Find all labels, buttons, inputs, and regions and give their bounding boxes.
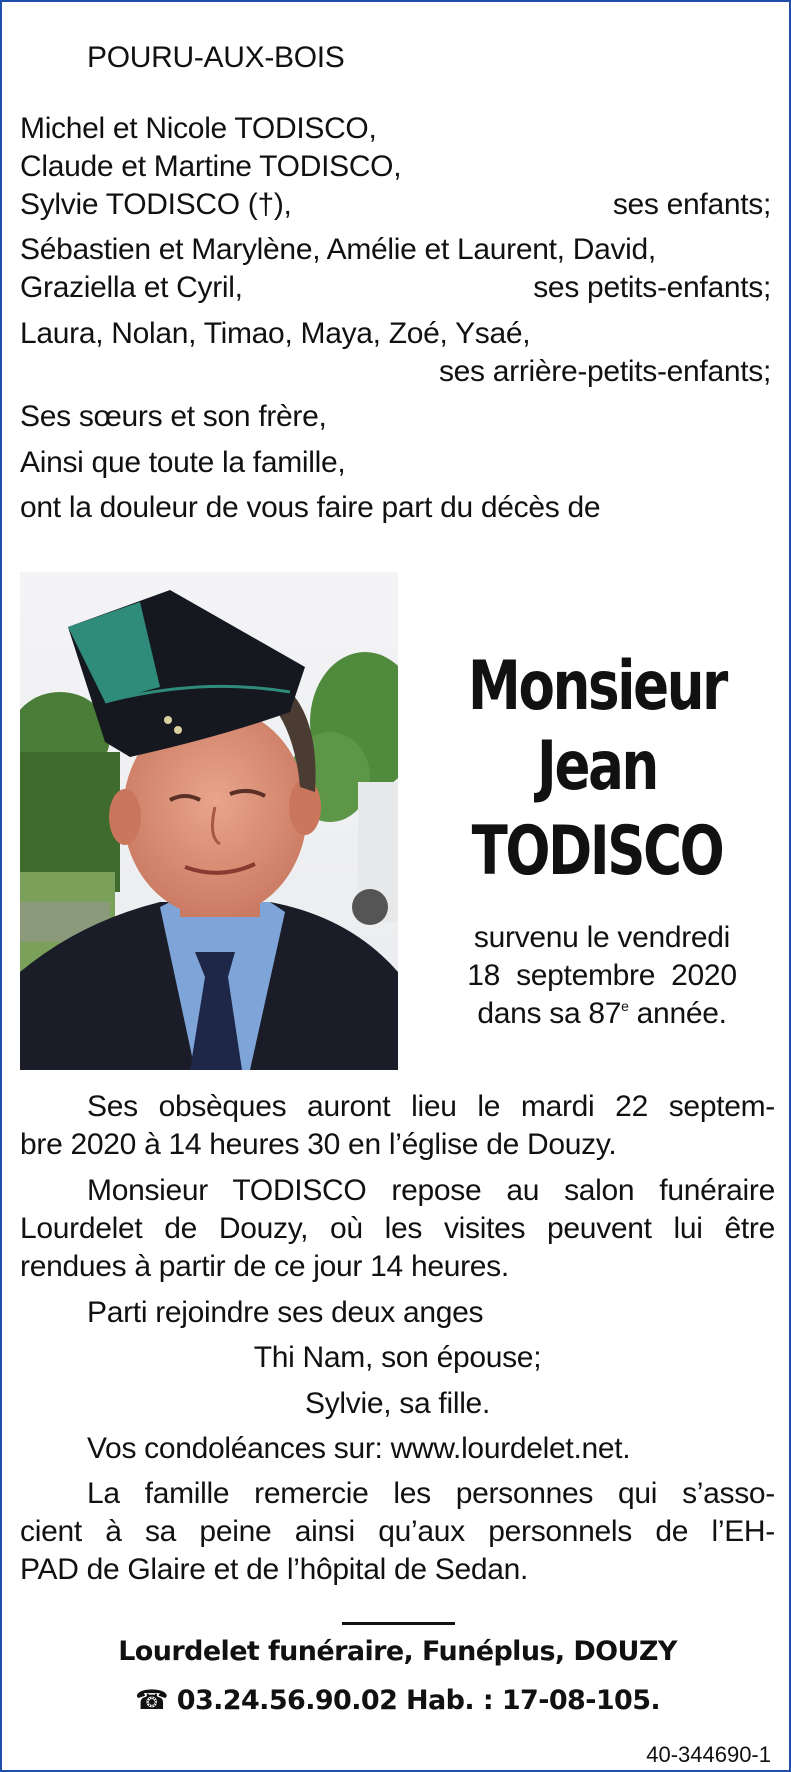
deceased-title: Monsieur (468, 647, 726, 726)
siblings-line: Ses sœurs et son frère, (20, 400, 327, 433)
greatgrandchildren-line-1: Laura, Nolan, Timao, Maya, Zoé, Ysaé, (20, 317, 531, 350)
rest-line-3: rendues à partir de ce jour 14 heures. (20, 1250, 509, 1283)
rest-line-1: Monsieur TODISCO repose au salon funéraire (87, 1174, 775, 1207)
age-superscript: e (621, 998, 629, 1014)
death-line-2: 18 septembre 2020 (467, 959, 737, 992)
rest-line-2: Lourdelet de Douzy, où les visites peuvent lui être (20, 1212, 775, 1245)
grandchildren-line-2: Graziella et Cyril, (20, 271, 243, 304)
whole-family-line: Ainsi que toute la famille, (20, 446, 346, 479)
children-line-3: Sylvie TODISCO (†), (20, 188, 292, 221)
reference-number: 40-344690-1 (646, 1742, 771, 1767)
town-heading: POURU-AUX-BOIS (87, 41, 345, 74)
thanks-line-2: cient à sa peine ainsi qu’aux personnels de l’EH- (20, 1515, 775, 1548)
children-role: ses enfants; (612, 188, 771, 221)
age-suffix: année. (628, 997, 727, 1030)
grandchildren-role: ses petits-enfants; (533, 271, 771, 304)
age-prefix: dans sa 87 (477, 997, 622, 1030)
angel-daughter: Sylvie, sa fille. (305, 1387, 490, 1420)
portrait-photo (20, 572, 398, 1070)
funeral-company: Lourdelet funéraire, Funéplus, DOUZY (118, 1636, 677, 1667)
deceased-first-name: Jean (537, 727, 657, 806)
thanks-line-1: La famille remercie les personnes qui s’asso- (87, 1477, 775, 1510)
age-line (432, 996, 772, 1032)
funeral-line-1: Ses obsèques auront lieu le mardi 22 septem- (87, 1090, 775, 1123)
grandchildren-line-1: Sébastien et Marylène, Amélie et Laurent, David, (20, 233, 656, 266)
deceased-last-name: TODISCO (471, 812, 723, 891)
children-line-1: Michel et Nicole TODISCO, (20, 112, 377, 145)
thanks-line-3: PAD de Glaire et de l’hôpital de Sedan. (20, 1553, 529, 1586)
greatgrandchildren-role: ses arrière-petits-enfants; (438, 355, 771, 388)
angel-spouse: Thi Nam, son épouse; (253, 1341, 542, 1374)
condolences-line: Vos condoléances sur: www.lourdelet.net. (87, 1432, 631, 1465)
death-line-1: survenu le vendredi (473, 921, 731, 954)
children-line-2: Claude et Martine TODISCO, (20, 150, 402, 183)
divider-rule (342, 1622, 455, 1625)
announcement-line: ont la douleur de vous faire part du décès de (20, 491, 601, 524)
funeral-line-2: bre 2020 à 14 heures 30 en l’église de Douzy. (20, 1128, 617, 1161)
angels-intro: Parti rejoindre ses deux anges (87, 1296, 484, 1329)
funeral-phone: ☎ 03.24.56.90.02 Hab. : 17-08-105. (134, 1685, 661, 1716)
